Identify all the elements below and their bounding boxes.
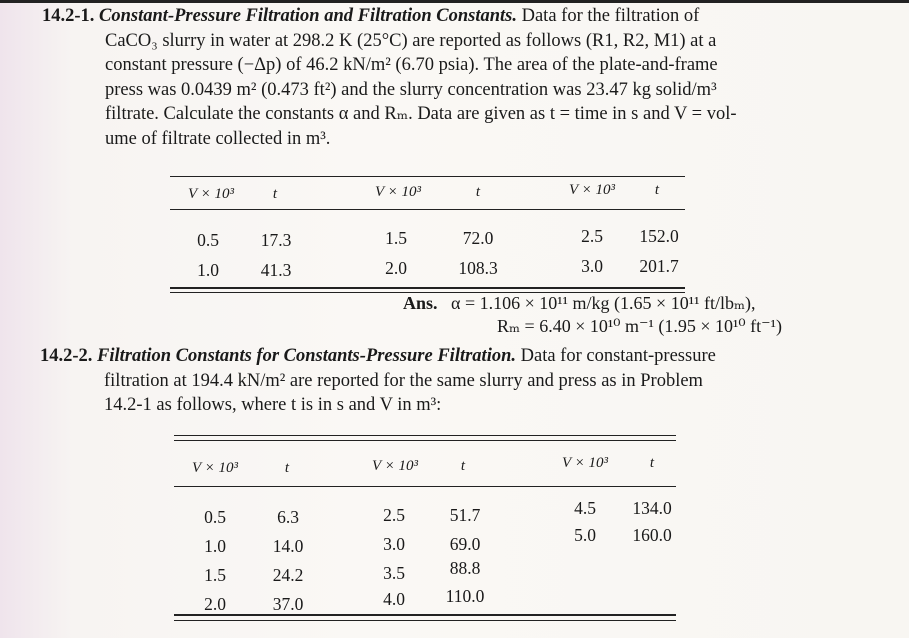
table-2-header-t-3: t (649, 455, 655, 471)
table-1-cell: 108.3 (458, 258, 498, 278)
table-2-cell: 5.0 (574, 525, 596, 545)
table-2-header-v-2: V × 10³ (371, 458, 419, 474)
table-2-cell: 1.0 (204, 536, 226, 556)
table-2-cell: 37.0 (272, 594, 304, 614)
problem-2-line-3: 14.2-1 as follows, where t is in s and V in m³: (104, 395, 442, 415)
table-1-header-v-1: V × 10³ (187, 186, 235, 202)
problem-1-line-6: ume of filtrate collected in m³. (105, 128, 331, 149)
problem-2-line-2: filtration at 194.4 kN/m² are reported for the same slurry and press as in Problem (104, 370, 703, 391)
table-2-cell: 3.0 (383, 534, 405, 554)
table-1-cell: 0.5 (197, 230, 219, 250)
problem-1-number: 14.2-1. (42, 6, 95, 26)
table-2-cell: 88.8 (449, 558, 481, 578)
table-2-cell: 0.5 (204, 507, 226, 527)
problem-1-line-4: press was 0.0439 m² (0.473 ft²) and the slurry concentration was 23.47 kg solid/m³ (105, 79, 717, 100)
table-1-bottom-rule (170, 287, 685, 289)
table-1-header-v-2: V × 10³ (374, 184, 422, 200)
answer-alpha: α = 1.106 × 10¹¹ m/kg (1.65 × 10¹¹ ft/lbₘ), (451, 293, 756, 313)
table-2-top-rule (174, 435, 676, 436)
table-1-cell: 17.3 (260, 230, 292, 250)
answer-label: Ans. (403, 293, 438, 313)
table-2-cell: 69.0 (449, 534, 481, 554)
table-2-cell: 4.0 (383, 589, 405, 609)
table-1-cell: 41.3 (260, 260, 292, 280)
answer-rm: Rₘ = 6.40 × 10¹⁰ m⁻¹ (1.95 × 10¹⁰ ft⁻¹) (497, 316, 783, 336)
problem-1-line-5: filtrate. Calculate the constants α and Rₘ. Data are given as t = time in s and V = vol- (105, 104, 737, 124)
answer-line-1 (403, 293, 756, 314)
table-1-header-v-3: V × 10³ (568, 182, 616, 198)
table-2-cell: 134.0 (632, 498, 672, 518)
table-2-cell: 51.7 (449, 505, 481, 525)
table-2-header-t-1: t (284, 460, 290, 476)
table-1-cell: 201.7 (639, 256, 679, 276)
table-1-cell: 2.5 (581, 226, 603, 246)
table-2-bottom-rule (174, 614, 676, 616)
table-1-cell: 1.0 (197, 260, 219, 280)
table-1-top-rule (170, 176, 685, 177)
table-2-top-rule-2 (174, 440, 676, 441)
table-2-cell: 24.2 (272, 565, 304, 585)
table-1-cell: 2.0 (385, 258, 407, 278)
table-2-header-v-1: V × 10³ (191, 460, 239, 476)
problem-1-title: Constant-Pressure Filtration and Filtration Constants. (99, 6, 517, 26)
table-2-cell: 4.5 (574, 498, 596, 518)
problem-1-line-2: CaCO₃ slurry in water at 298.2 K (25°C) are reported as follows (R1, R2, M1) at a (105, 30, 717, 51)
table-2-header-v-3: V × 10³ (561, 455, 609, 471)
table-2-cell: 3.5 (383, 563, 405, 583)
table-1-header-t-1: t (272, 186, 278, 202)
problem-2-line-1: 14.2-2. Filtration Constants for Constants-Pressure Filtration. Data for constant-pressure (40, 344, 716, 369)
table-2-cell: 6.3 (277, 507, 299, 527)
table-1-cell: 3.0 (581, 256, 603, 276)
table-1-cell: 1.5 (385, 228, 407, 248)
table-1-cell: 152.0 (639, 226, 679, 246)
table-2-header-rule (174, 486, 676, 487)
problem-1-line-3: constant pressure (−Δp) of 46.2 kN/m² (6.70 psia). The area of the plate-and-frame (105, 55, 718, 75)
top-border (0, 0, 909, 3)
table-2-bottom-rule-2 (174, 620, 676, 621)
problem-1-text (42, 4, 737, 151)
table-1-header-t-3: t (654, 182, 660, 198)
table-2-cell: 2.0 (204, 594, 226, 614)
table-1-cell: 72.0 (462, 228, 494, 248)
table-2-cell: 160.0 (632, 525, 672, 545)
problem-2-title: Filtration Constants for Constants-Pressure Filtration. (97, 346, 516, 366)
table-1-header-t-2: t (475, 184, 481, 200)
table-2-cell: 1.5 (204, 565, 226, 585)
problem-2-text (40, 344, 716, 418)
table-2-header-t-2: t (460, 458, 466, 474)
table-2-cell: 110.0 (445, 586, 485, 606)
problem-2-number: 14.2-2. (40, 346, 93, 366)
problem-1-line-1: 14.2-1. Constant-Pressure Filtration and Filtration Constants. Data for the filtration of (42, 4, 737, 29)
table-1-header-rule (170, 209, 685, 210)
table-2-cell: 14.0 (272, 536, 304, 556)
table-2-cell: 2.5 (383, 505, 405, 525)
